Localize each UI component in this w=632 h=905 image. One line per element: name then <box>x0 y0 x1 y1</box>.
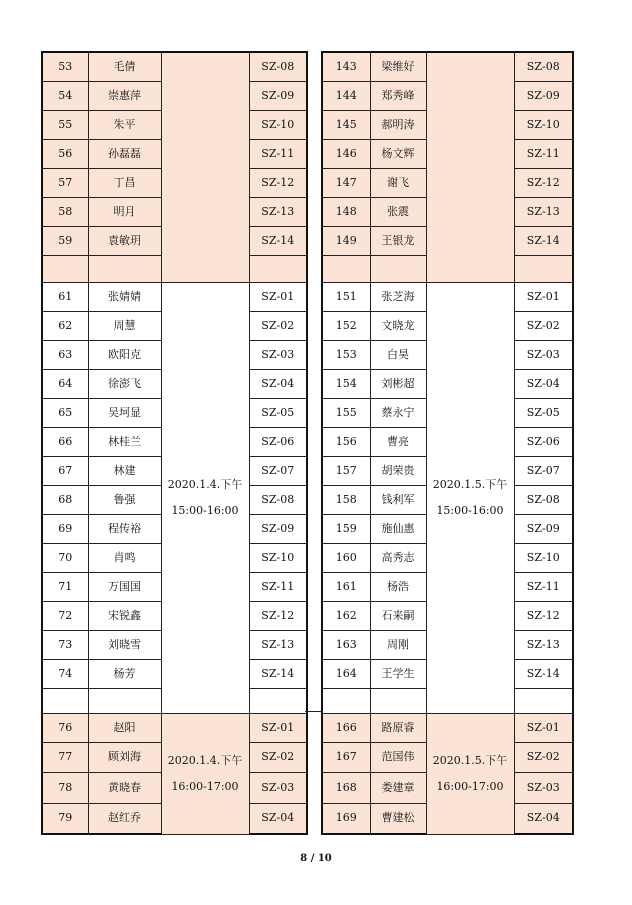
row-number-cell: 159 <box>322 514 370 543</box>
seat-code-cell: SZ-02 <box>514 742 573 772</box>
name-cell: 白昊 <box>370 340 426 369</box>
seat-code-cell <box>249 688 307 713</box>
name-cell: 王学生 <box>370 659 426 688</box>
row-number-cell: 55 <box>42 110 88 139</box>
seat-code-cell: SZ-05 <box>514 398 573 427</box>
seat-code-cell: SZ-04 <box>249 369 307 398</box>
seat-code-cell: SZ-10 <box>249 543 307 572</box>
page-number: 8 / 10 <box>300 853 332 864</box>
row-number-cell: 74 <box>42 659 88 688</box>
row-number-cell: 73 <box>42 630 88 659</box>
time-slot-cell <box>426 52 514 282</box>
seat-code-cell: SZ-12 <box>249 168 307 197</box>
seat-code-cell: SZ-04 <box>249 803 307 834</box>
seat-code-cell: SZ-04 <box>514 369 573 398</box>
seat-code-cell: SZ-02 <box>249 742 307 772</box>
name-cell: 张芝海 <box>370 282 426 311</box>
row-number-cell: 167 <box>322 742 370 772</box>
name-cell: 胡荣贵 <box>370 456 426 485</box>
row-number-cell: 63 <box>42 340 88 369</box>
name-cell: 梁维好 <box>370 52 426 81</box>
table-row <box>322 52 573 81</box>
schedule-table-left <box>41 51 308 835</box>
row-number-cell: 147 <box>322 168 370 197</box>
row-number-cell: 164 <box>322 659 370 688</box>
row-number-cell: 160 <box>322 543 370 572</box>
name-cell: 孙磊磊 <box>88 139 161 168</box>
row-number-cell: 152 <box>322 311 370 340</box>
name-cell: 范国伟 <box>370 742 426 772</box>
seat-code-cell: SZ-14 <box>249 659 307 688</box>
name-cell: 谢飞 <box>370 168 426 197</box>
row-number-cell: 156 <box>322 427 370 456</box>
row-number-cell: 72 <box>42 601 88 630</box>
seat-code-cell: SZ-07 <box>514 456 573 485</box>
name-cell: 林建 <box>88 456 161 485</box>
row-number-cell: 69 <box>42 514 88 543</box>
table-row <box>42 713 307 742</box>
name-cell: 丁昌 <box>88 168 161 197</box>
time-slot-cell <box>161 52 249 282</box>
name-cell: 赵红乔 <box>88 803 161 834</box>
name-cell: 杨浩 <box>370 572 426 601</box>
row-number-cell: 154 <box>322 369 370 398</box>
name-cell: 张婧婧 <box>88 282 161 311</box>
schedule-table-right <box>321 51 574 835</box>
name-cell: 朱平 <box>88 110 161 139</box>
row-number-cell: 149 <box>322 226 370 255</box>
seat-code-cell: SZ-03 <box>249 340 307 369</box>
seat-code-cell: SZ-13 <box>249 630 307 659</box>
name-cell: 娄建章 <box>370 772 426 803</box>
seat-code-cell: SZ-09 <box>514 81 573 110</box>
row-number-cell: 77 <box>42 742 88 772</box>
row-number-cell: 161 <box>322 572 370 601</box>
name-cell: 顾刘海 <box>88 742 161 772</box>
time-slot-cell: 2020.1.5.下午 15:00-16:00 <box>426 282 514 713</box>
seat-code-cell: SZ-01 <box>249 713 307 742</box>
name-cell <box>88 255 161 282</box>
row-number-cell: 64 <box>42 369 88 398</box>
row-number-cell <box>322 255 370 282</box>
seat-code-cell: SZ-14 <box>249 226 307 255</box>
row-number-cell: 59 <box>42 226 88 255</box>
row-number-cell: 67 <box>42 456 88 485</box>
name-cell <box>370 255 426 282</box>
row-number-cell: 57 <box>42 168 88 197</box>
name-cell: 林桂兰 <box>88 427 161 456</box>
row-number-cell: 168 <box>322 772 370 803</box>
seat-code-cell: SZ-12 <box>514 601 573 630</box>
name-cell: 施仙惠 <box>370 514 426 543</box>
seat-code-cell <box>514 688 573 713</box>
name-cell: 张震 <box>370 197 426 226</box>
seat-code-cell: SZ-02 <box>249 311 307 340</box>
seat-code-cell: SZ-03 <box>514 340 573 369</box>
name-cell: 崇惠萍 <box>88 81 161 110</box>
name-cell: 周慧 <box>88 311 161 340</box>
row-number-cell: 158 <box>322 485 370 514</box>
seat-code-cell <box>514 255 573 282</box>
seat-code-cell: SZ-14 <box>514 226 573 255</box>
seat-code-cell: SZ-04 <box>514 803 573 834</box>
name-cell: 王银龙 <box>370 226 426 255</box>
seat-code-cell: SZ-06 <box>249 427 307 456</box>
seat-code-cell: SZ-11 <box>249 139 307 168</box>
seat-code-cell: SZ-10 <box>249 110 307 139</box>
seat-code-cell: SZ-13 <box>514 630 573 659</box>
table-gap-divider <box>305 711 321 831</box>
name-cell: 鲁强 <box>88 485 161 514</box>
row-number-cell: 76 <box>42 713 88 742</box>
row-number-cell: 61 <box>42 282 88 311</box>
time-slot-cell: 2020.1.5.下午 16:00-17:00 <box>426 713 514 834</box>
seat-code-cell: SZ-14 <box>514 659 573 688</box>
name-cell: 周刚 <box>370 630 426 659</box>
name-cell: 赵阳 <box>88 713 161 742</box>
seat-code-cell: SZ-03 <box>249 772 307 803</box>
name-cell: 石来嗣 <box>370 601 426 630</box>
name-cell: 曹建松 <box>370 803 426 834</box>
name-cell: 郝明涛 <box>370 110 426 139</box>
seat-code-cell <box>249 255 307 282</box>
row-number-cell: 157 <box>322 456 370 485</box>
name-cell: 路原睿 <box>370 713 426 742</box>
row-number-cell: 148 <box>322 197 370 226</box>
row-number-cell: 53 <box>42 52 88 81</box>
row-number-cell: 54 <box>42 81 88 110</box>
seat-code-cell: SZ-09 <box>514 514 573 543</box>
name-cell <box>88 688 161 713</box>
seat-code-cell: SZ-11 <box>514 572 573 601</box>
row-number-cell: 166 <box>322 713 370 742</box>
seat-code-cell: SZ-09 <box>249 514 307 543</box>
row-number-cell: 56 <box>42 139 88 168</box>
seat-code-cell: SZ-08 <box>249 52 307 81</box>
name-cell: 钱利军 <box>370 485 426 514</box>
row-number-cell: 65 <box>42 398 88 427</box>
seat-code-cell: SZ-07 <box>249 456 307 485</box>
name-cell: 万国国 <box>88 572 161 601</box>
row-number-cell <box>42 255 88 282</box>
name-cell: 杨文辉 <box>370 139 426 168</box>
name-cell: 肖鸣 <box>88 543 161 572</box>
row-number-cell: 143 <box>322 52 370 81</box>
row-number-cell: 151 <box>322 282 370 311</box>
name-cell: 袁敏玥 <box>88 226 161 255</box>
seat-code-cell: SZ-01 <box>514 282 573 311</box>
seat-code-cell: SZ-08 <box>514 52 573 81</box>
row-number-cell: 169 <box>322 803 370 834</box>
row-number-cell: 153 <box>322 340 370 369</box>
name-cell: 刘彬超 <box>370 369 426 398</box>
table-row <box>42 52 307 81</box>
name-cell: 刘晓雪 <box>88 630 161 659</box>
name-cell: 文晓龙 <box>370 311 426 340</box>
name-cell <box>370 688 426 713</box>
row-number-cell: 155 <box>322 398 370 427</box>
name-cell: 毛倩 <box>88 52 161 81</box>
row-number-cell: 79 <box>42 803 88 834</box>
name-cell: 蔡永宁 <box>370 398 426 427</box>
table-row <box>322 282 573 311</box>
row-number-cell: 66 <box>42 427 88 456</box>
row-number-cell: 78 <box>42 772 88 803</box>
name-cell: 黄晓春 <box>88 772 161 803</box>
name-cell: 曹亮 <box>370 427 426 456</box>
row-number-cell <box>42 688 88 713</box>
seat-code-cell: SZ-10 <box>514 110 573 139</box>
name-cell: 宋锐鑫 <box>88 601 161 630</box>
seat-code-cell: SZ-01 <box>249 282 307 311</box>
seat-code-cell: SZ-02 <box>514 311 573 340</box>
seat-code-cell: SZ-10 <box>514 543 573 572</box>
name-cell: 明月 <box>88 197 161 226</box>
time-slot-cell: 2020.1.4.下午 16:00-17:00 <box>161 713 249 834</box>
name-cell: 杨芳 <box>88 659 161 688</box>
seat-code-cell: SZ-11 <box>514 139 573 168</box>
name-cell: 程传裕 <box>88 514 161 543</box>
table-row <box>322 713 573 742</box>
row-number-cell: 146 <box>322 139 370 168</box>
seat-code-cell: SZ-08 <box>249 485 307 514</box>
seat-code-cell: SZ-06 <box>514 427 573 456</box>
name-cell: 吴坷显 <box>88 398 161 427</box>
seat-code-cell: SZ-03 <box>514 772 573 803</box>
row-number-cell: 58 <box>42 197 88 226</box>
seat-code-cell: SZ-11 <box>249 572 307 601</box>
seat-code-cell: SZ-09 <box>249 81 307 110</box>
row-number-cell <box>322 688 370 713</box>
row-number-cell: 162 <box>322 601 370 630</box>
row-number-cell: 70 <box>42 543 88 572</box>
seat-code-cell: SZ-08 <box>514 485 573 514</box>
row-number-cell: 144 <box>322 81 370 110</box>
name-cell: 欧阳克 <box>88 340 161 369</box>
name-cell: 高秀志 <box>370 543 426 572</box>
seat-code-cell: SZ-12 <box>249 601 307 630</box>
row-number-cell: 62 <box>42 311 88 340</box>
row-number-cell: 145 <box>322 110 370 139</box>
row-number-cell: 71 <box>42 572 88 601</box>
seat-code-cell: SZ-12 <box>514 168 573 197</box>
table-row <box>42 282 307 311</box>
row-number-cell: 68 <box>42 485 88 514</box>
seat-code-cell: SZ-05 <box>249 398 307 427</box>
seat-code-cell: SZ-01 <box>514 713 573 742</box>
seat-code-cell: SZ-13 <box>514 197 573 226</box>
row-number-cell: 163 <box>322 630 370 659</box>
time-slot-cell: 2020.1.4.下午 15:00-16:00 <box>161 282 249 713</box>
seat-code-cell: SZ-13 <box>249 197 307 226</box>
name-cell: 郑秀峰 <box>370 81 426 110</box>
name-cell: 徐澎飞 <box>88 369 161 398</box>
